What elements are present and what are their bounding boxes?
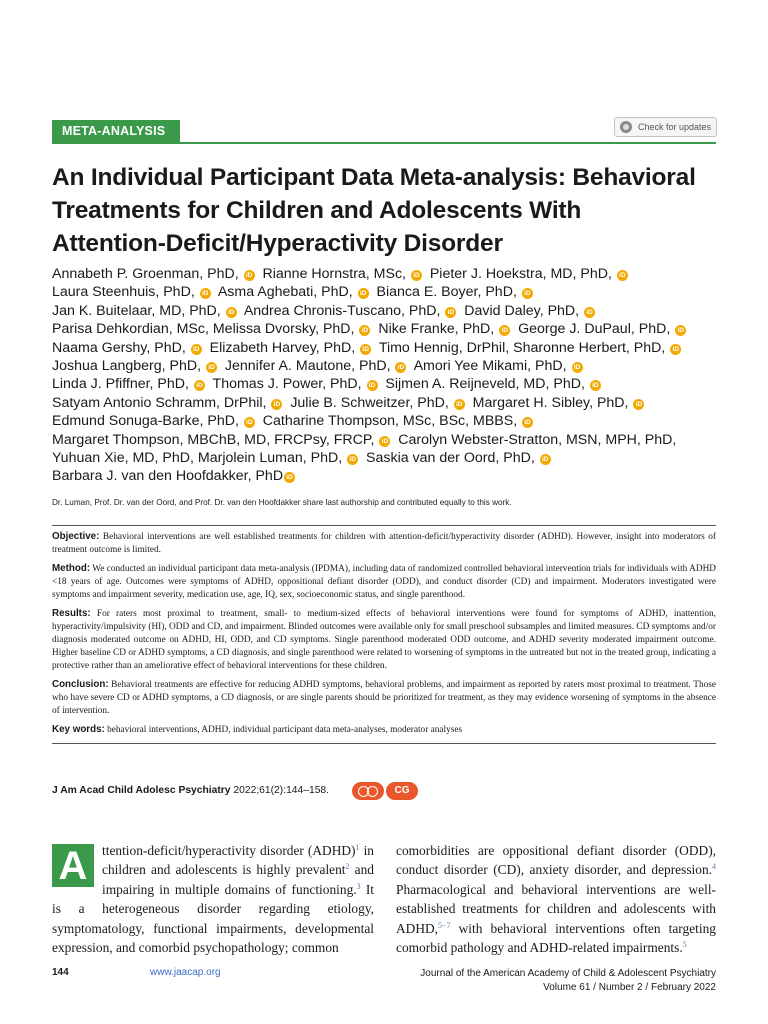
citation-details: 2022;61(2):144–158. <box>230 785 330 796</box>
body-text: It is a heterogeneous disorder regarding etiology, symptomatology, functional impairments, developmental expression, and comorbid psychopathology; common <box>52 881 375 956</box>
author: Satyam Antonio Schramm, DrPhil, <box>52 394 271 411</box>
reference-link[interactable]: 3 <box>356 881 361 891</box>
journal-name: Journal of the American Academy of Child & Adolescent Psychiatry <box>420 968 716 979</box>
abstract-objective <box>52 530 716 557</box>
orcid-icon[interactable]: iD <box>271 399 282 410</box>
reference-link[interactable]: 4 <box>712 862 716 872</box>
orcid-icon[interactable]: iD <box>358 288 369 299</box>
citation <box>52 785 329 796</box>
abstract-results <box>52 607 716 673</box>
objective-label: Objective: <box>52 531 100 542</box>
abstract-conclusion <box>52 678 716 718</box>
orcid-icon[interactable]: iD <box>360 344 371 355</box>
objective-text: Behavioral interventions are well established treatments for children with attention-deficit/hyperactivity disorder (ADHD). However, insight into moderators of treatment outcome is limited. <box>52 532 716 555</box>
orcid-icon[interactable]: iD <box>454 399 465 410</box>
orcid-icon[interactable]: iD <box>540 454 551 465</box>
title-line: Treatments for Children and Adolescents With <box>52 197 582 224</box>
author: Sijmen A. Reijneveld, MD, PhD, <box>385 376 589 393</box>
method-text: We conducted an individual participant data meta-analysis (IPDMA), including data of randomized controlled behavioral intervention trials for individuals with ADHD <18 years of age. Outcomes were symptoms of ADHD, oppositional defiant disorder (ODD), and conduct disorder (CD) and impairment. Moderators investigated were symptoms and impairment severity, medication use, age, IQ, sex, socioeconomic status, and single parenthood. <box>52 564 716 600</box>
abstract-keywords <box>52 723 716 737</box>
orcid-icon[interactable]: iD <box>244 270 255 281</box>
orcid-icon[interactable]: iD <box>617 270 628 281</box>
body-column-2 <box>396 841 716 957</box>
author: Joshua Langberg, PhD, <box>52 358 206 375</box>
author: Saskia van der Oord, PhD, <box>366 450 539 467</box>
reference-link[interactable]: 1 <box>355 843 360 852</box>
author: Jennifer A. Mautone, PhD, <box>224 358 395 375</box>
author: Andrea Chronis-Tuscano, PhD, <box>243 302 445 319</box>
reference-link[interactable]: 5 <box>682 940 687 950</box>
orcid-icon[interactable]: iD <box>191 344 202 355</box>
orcid-icon[interactable]: iD <box>395 362 406 373</box>
author: Bianca E. Boyer, PhD, <box>376 284 521 301</box>
author: Catharine Thompson, MSc, BSc, MBBS, <box>262 413 522 430</box>
body-column-1 <box>52 841 374 957</box>
conclusion-label: Conclusion: <box>52 679 109 690</box>
orcid-icon[interactable]: iD <box>670 344 681 355</box>
author: Barbara J. van den Hoofdakker, PhD <box>52 468 284 485</box>
orcid-icon[interactable]: iD <box>572 362 583 373</box>
author: Yuhuan Xie, MD, PhD, Marjolein Luman, PhD, <box>52 450 347 467</box>
reference-link[interactable]: 5−7 <box>438 920 451 930</box>
author: Carolyn Webster-Stratton, MSN, MPH, PhD, <box>398 431 677 448</box>
orcid-icon[interactable]: iD <box>499 325 510 336</box>
orcid-icon[interactable]: iD <box>194 380 205 391</box>
orcid-icon[interactable]: iD <box>522 288 533 299</box>
author: Asma Aghebati, PhD, <box>217 284 357 301</box>
orcid-icon[interactable]: iD <box>522 417 533 428</box>
author: Naama Gershy, PhD, <box>52 339 190 356</box>
author: Rianne Hornstra, MSc, <box>262 266 410 282</box>
author: Margaret Thompson, MBChB, MD, FRCPsy, FRCP, <box>52 431 379 448</box>
orcid-icon[interactable]: iD <box>675 325 686 336</box>
body-text: Pharmacological and behavioral interventions are well-established treatments for children and adolescents with ADHD, <box>396 881 716 936</box>
keywords-text: behavioral interventions, ADHD, individual participant data meta-analyses, moderator analyses <box>104 725 463 735</box>
author: Edmund Sonuga-Barke, PhD, <box>52 413 243 430</box>
check-updates-label: Check for updates <box>638 122 712 132</box>
results-text: For raters most proximal to treatment, small- to medium-sized effects of behavioral interventions were found for symptoms of ADHD, inattention, hyperactivity/impulsivity (HI), ODD and CD, and impairment. Blinded outcomes were available only for small preschool subsamples and limited measures. CD symptoms and/or diagnosis moderated outcome on ADHD, HI, ODD, and CD symptoms. Single parenthood moderated ODD outcome, and ADHD severity moderated impairment outcome. Higher baseline CD or ADHD symptoms, a CD diagnosis, and single parenthood were related to worsening of symptoms in the untreated but not in the treated group, indicating a protective rather than an ameliorative effect of behavioral interventions for these children. <box>52 609 716 671</box>
page-number: 144 <box>52 967 69 978</box>
orcid-icon[interactable]: iD <box>347 454 358 465</box>
body-text: with behavioral interventions often targeting comorbid pathology and ADHD-related impairments. <box>396 920 716 956</box>
author: Pieter J. Hoekstra, MD, PhD, <box>429 266 616 282</box>
body-text: comorbidities are oppositional defiant disorder (ODD), conduct disorder (CD), anxiety disorder, and depression. <box>396 843 716 878</box>
author: Parisa Dehkordian, MSc, Melissa Dvorsky, PhD, <box>52 321 359 338</box>
orcid-icon[interactable]: iD <box>200 288 211 299</box>
keywords-label: Key words: <box>52 724 105 735</box>
orcid-icon[interactable]: iD <box>584 307 595 318</box>
author: David Daley, PhD, <box>464 302 584 319</box>
author: Julie B. Schweitzer, PhD, <box>290 394 453 411</box>
author: Laura Steenhuis, PhD, <box>52 284 199 301</box>
author-note: Dr. Luman, Prof. Dr. van der Oord, and Prof. Dr. van den Hoofdakker share last authorship and contributed equally to this work. <box>52 498 512 507</box>
author: Timo Hennig, DrPhil, Sharonne Herbert, PhD, <box>378 339 670 356</box>
orcid-icon[interactable]: iD <box>590 380 601 391</box>
section-tag: META-ANALYSIS <box>52 120 180 143</box>
author-list <box>52 265 686 486</box>
orcid-icon[interactable]: iD <box>445 307 456 318</box>
check-for-updates-button[interactable] <box>614 117 717 137</box>
author: Annabeth P. Groenman, PhD, <box>52 266 243 282</box>
orcid-icon[interactable]: iD <box>206 362 217 373</box>
article-title <box>52 161 732 260</box>
author: Nike Franke, PhD, <box>378 321 499 338</box>
title-line: Attention-Deficit/Hyperactivity Disorder <box>52 230 503 257</box>
results-label: Results: <box>52 608 91 619</box>
author: Jan K. Buitelaar, MD, PhD, <box>52 302 225 319</box>
title-line: An Individual Participant Data Meta-analysis: Behavioral <box>52 164 696 191</box>
orcid-icon[interactable]: iD <box>244 417 255 428</box>
citation-journal: J Am Acad Child Adolesc Psychiatry <box>52 785 231 796</box>
author: Linda J. Pfiffner, PhD, <box>52 376 193 393</box>
cc-license-icon[interactable] <box>352 782 384 800</box>
orcid-icon[interactable]: iD <box>379 436 390 447</box>
check-updates-icon <box>620 121 632 133</box>
drop-cap: A <box>52 844 94 887</box>
orcid-icon[interactable]: iD <box>226 307 237 318</box>
journal-info <box>420 967 716 995</box>
volume-line: Volume 61 / Number 2 / February 2022 <box>543 982 716 993</box>
orcid-icon[interactable]: iD <box>284 472 295 483</box>
orcid-icon[interactable]: iD <box>367 380 378 391</box>
author: Thomas J. Power, PhD, <box>212 376 366 393</box>
orcid-icon[interactable]: iD <box>411 270 422 281</box>
author: George J. DuPaul, PhD, <box>518 321 675 338</box>
author: Elizabeth Harvey, PhD, <box>209 339 360 356</box>
method-label: Method: <box>52 563 91 574</box>
cg-badge[interactable]: CG <box>386 782 418 800</box>
section-rule <box>52 142 716 144</box>
reference-link[interactable]: 2 <box>345 862 350 872</box>
abstract-box <box>52 525 716 744</box>
abstract-method <box>52 562 716 602</box>
body-text: ttention-deficit/hyperactivity disorder (ADHD) <box>102 843 356 858</box>
body-text: in children and adolescents is highly prevalent <box>102 843 374 878</box>
orcid-icon[interactable]: iD <box>359 325 370 336</box>
conclusion-text: Behavioral treatments are effective for reducing ADHD symptoms, behavioral problems, and impairment as reported by raters most proximal to treatment. Those who have severe CD or ADHD symptoms, a CD diagnosis, or are single parents should be prioritized for treatment, as they may evidence worsening of symptoms in the absence of intervention. <box>52 680 716 716</box>
author: Margaret H. Sibley, PhD, <box>472 394 633 411</box>
author: Amori Yee Mikami, PhD, <box>413 358 571 375</box>
orcid-icon[interactable]: iD <box>633 399 644 410</box>
body-text: and impairing in multiple domains of functioning. <box>102 862 374 897</box>
journal-url-link[interactable]: www.jaacap.org <box>150 967 221 978</box>
